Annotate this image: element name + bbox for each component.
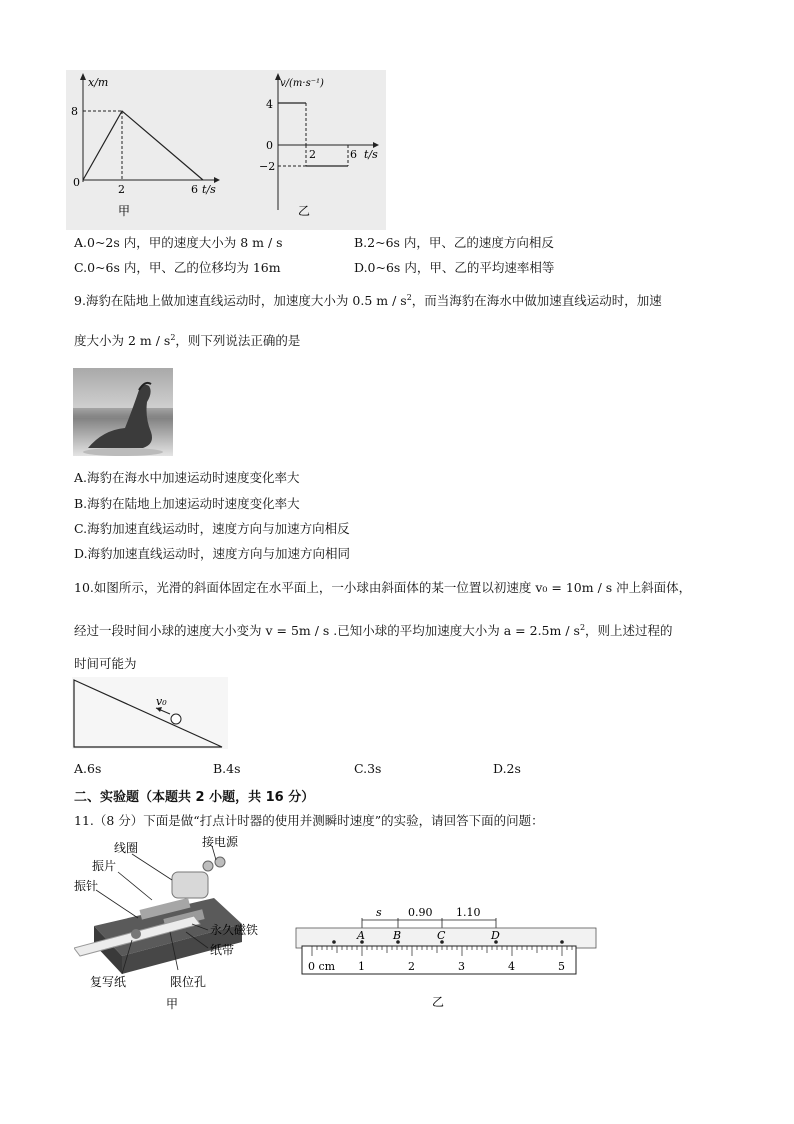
- label-coil: 线圈: [114, 841, 139, 855]
- q9-option-a[interactable]: A.海豹在海水中加速运动时速度变化率大: [74, 470, 300, 485]
- q10-stem-line1: 10.如图所示，光滑的斜面体固定在水平面上，一小球由斜面体的某一位置以初速度 v₀ = 10m / s 冲上斜面体，: [74, 580, 692, 595]
- caption-jia-2: 甲: [166, 997, 179, 1011]
- ruler: [302, 946, 576, 974]
- scale-2: 2: [408, 960, 415, 973]
- scale-1: 1: [358, 960, 365, 973]
- ball: [171, 714, 181, 724]
- q11-stem: 11.（8 分）下面是做“打点计时器的使用并测瞬时速度”的实验，请回答下面的问题：: [74, 813, 544, 828]
- q9-option-d[interactable]: D.海豹加速直线运动时，速度方向与加速方向相同: [74, 546, 351, 561]
- seal-photo: [73, 368, 173, 456]
- ruler-figure: [294, 900, 600, 1012]
- dim-s: s: [376, 906, 382, 919]
- scale-5: 5: [558, 960, 565, 973]
- q9-stem-line1: [74, 291, 662, 309]
- q10-option-a[interactable]: A.6s: [74, 761, 102, 776]
- label-hole: 限位孔: [170, 975, 207, 989]
- q10-option-b[interactable]: B.4s: [213, 761, 241, 776]
- t-axis-label: t/s: [364, 148, 378, 161]
- label-reed: 振片: [92, 859, 117, 873]
- q8-option-b[interactable]: B.2~6s 内，甲、乙的速度方向相反: [354, 235, 554, 250]
- y-axis-label: x/m: [88, 76, 109, 89]
- q9-option-b[interactable]: B.海豹在陆地上加速运动时速度变化率大: [74, 496, 300, 511]
- q9-stem-text-2a: 度大小为 2 m / s: [74, 333, 171, 348]
- caption-yi: 乙: [298, 204, 311, 218]
- caption-yi-2: 乙: [432, 995, 445, 1009]
- coil: [172, 872, 208, 898]
- point-c: C: [437, 929, 446, 942]
- graph-jia: [66, 70, 386, 230]
- q9-stem-text-2b: ，则下列说法正确的是: [175, 333, 301, 348]
- superscript: 2: [406, 292, 412, 302]
- q10-stem-line2: [74, 621, 673, 639]
- q8-option-c[interactable]: C.0~6s 内，甲、乙的位移均为 16m: [74, 260, 281, 275]
- ticker-timer-figure: [74, 836, 294, 1014]
- incline-figure: [72, 677, 228, 749]
- q10-stem-line3: 时间可能为: [74, 656, 137, 671]
- tick-6: 6: [191, 183, 198, 196]
- scale-0: 0 cm: [308, 960, 336, 973]
- q10-option-d[interactable]: D.2s: [493, 761, 521, 776]
- q8-option-d[interactable]: D.0~6s 内，甲、乙的平均速率相等: [354, 260, 555, 275]
- point-d: D: [491, 929, 500, 942]
- q9-stem-line2: [74, 331, 300, 349]
- tick-2: 2: [118, 183, 125, 196]
- label-carbon: 复写纸: [90, 975, 127, 989]
- superscript: 2: [579, 622, 586, 632]
- carbon-disk: [131, 929, 141, 939]
- label-magnet: 永久磁铁: [210, 923, 259, 937]
- label-tape: 纸带: [210, 943, 235, 957]
- label-power: 接电源: [202, 836, 239, 849]
- tick-4: 4: [266, 98, 273, 111]
- tick-8: 8: [71, 105, 78, 118]
- graph-jia-background: [66, 70, 386, 230]
- tick-t6: 6: [350, 148, 357, 161]
- q10-stem-text-2b: ，则上述过程的: [585, 623, 673, 638]
- scale-3: 3: [458, 960, 465, 973]
- q9-stem-text-1b: ，而当海豹在海水中做加速直线运动时，加速: [411, 293, 662, 308]
- tick-0: 0: [73, 176, 80, 189]
- dim-090: 0.90: [408, 906, 433, 919]
- caption-jia: 甲: [118, 204, 131, 218]
- label-needle: 振针: [74, 879, 99, 893]
- q10-stem-text-2a: 经过一段时间小球的速度大小变为 v = 5m / s .已知小球的平均加速度大小为 a = 2.5m / s: [74, 623, 580, 638]
- q9-stem-text-1a: 9.海豹在陆地上做加速直线运动时，加速度大小为 0.5 m / s: [74, 293, 407, 308]
- tick-t2: 2: [309, 148, 316, 161]
- point-b: B: [393, 929, 402, 942]
- scale-4: 4: [508, 960, 515, 973]
- point-a: A: [357, 929, 365, 942]
- v-axis-label: v/(m·s⁻¹): [280, 78, 324, 89]
- tape-strip: [296, 928, 596, 948]
- q9-option-c[interactable]: C.海豹加速直线运动时，速度方向与加速方向相反: [74, 521, 350, 536]
- superscript: 2: [170, 332, 176, 342]
- section-heading: 二、实验题（本题共 2 小题，共 16 分）: [74, 790, 315, 805]
- dim-110: 1.10: [456, 906, 481, 919]
- x-axis-label: t/s: [202, 183, 216, 196]
- tick-v0: 0: [266, 139, 273, 152]
- q10-option-c[interactable]: C.3s: [354, 761, 382, 776]
- v0-label: v₀: [156, 695, 167, 708]
- q8-option-a[interactable]: A.0~2s 内，甲的速度大小为 8 m / s: [74, 235, 283, 250]
- tick-m2: −2: [259, 160, 276, 173]
